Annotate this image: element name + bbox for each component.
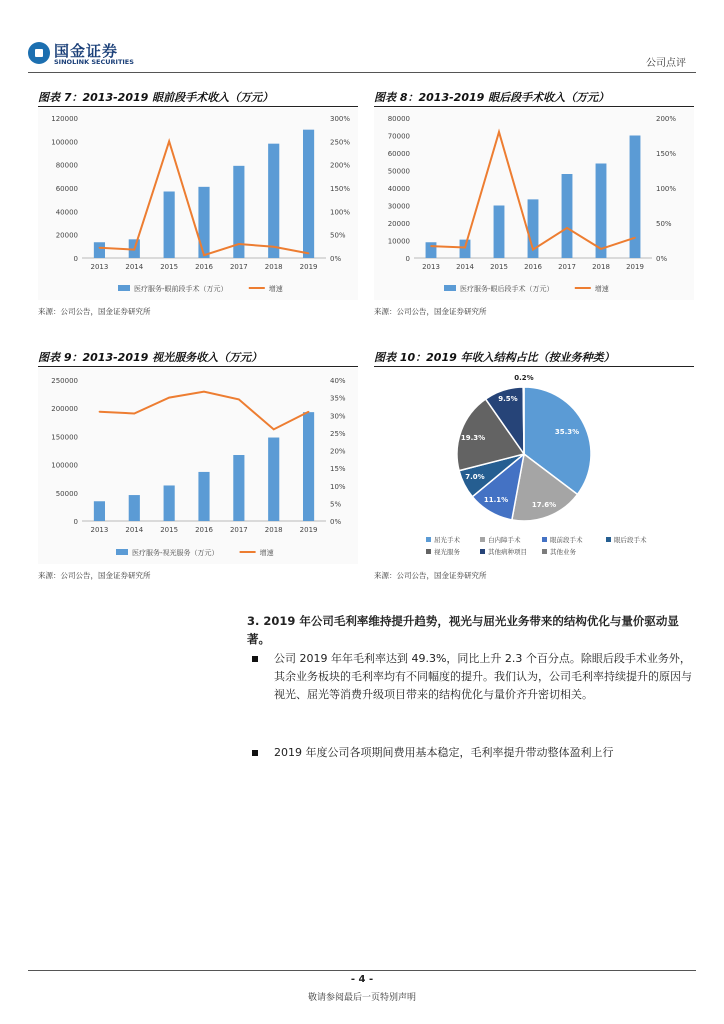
bullet-item: [252, 744, 696, 762]
line-point: [600, 248, 602, 250]
figure-9-source: 来源：公司公告，国金证券研究所: [38, 571, 151, 580]
y-tick-label: 0: [73, 518, 78, 526]
y2-tick-label: 200%: [330, 161, 351, 170]
x-tick-label: 2014: [456, 263, 474, 271]
figure-9-chart: [38, 368, 358, 564]
y2-tick-label: 15%: [330, 465, 346, 474]
y2-tick-label: 25%: [330, 429, 346, 438]
line-point: [430, 245, 432, 247]
line-point: [99, 247, 101, 249]
y2-tick-label: 0%: [330, 518, 342, 526]
pie-data-label: 0.2%: [514, 374, 534, 382]
pie-slice: [523, 387, 524, 454]
y-tick-label: 20000: [387, 220, 410, 228]
legend-bar-label: 医疗服务-眼后段手术（万元）: [460, 285, 554, 293]
pie-data-label: 9.5%: [498, 395, 518, 403]
legend-swatch: [480, 537, 485, 542]
y-tick-label: 200000: [51, 405, 78, 414]
y-tick-label: 60000: [55, 185, 78, 193]
y-tick-label: 30000: [387, 202, 410, 211]
y2-tick-label: 40%: [330, 377, 346, 385]
figure-9-svg: [38, 368, 358, 564]
figure-10-chart: [374, 368, 694, 564]
chart-bar: [494, 206, 505, 259]
y2-tick-label: 100%: [330, 208, 351, 217]
y2-tick-label: 20%: [330, 447, 346, 456]
y-tick-label: 120000: [51, 115, 78, 123]
chart-bar: [129, 495, 140, 521]
line-point: [464, 247, 466, 249]
line-point: [99, 411, 101, 413]
legend-label: 其他病种项目: [488, 548, 527, 556]
legend-label: 白内障手术: [488, 536, 521, 544]
line-point: [168, 141, 170, 143]
line-point: [273, 246, 275, 248]
y2-tick-label: 100%: [656, 185, 677, 193]
x-tick-label: 2013: [90, 526, 109, 534]
x-tick-label: 2019: [299, 263, 318, 271]
x-tick-label: 2017: [229, 526, 248, 534]
bullet-text: 2019 年度公司各项期间费用基本稳定，毛利率提升带动整体盈利上行: [274, 746, 614, 759]
bullet-item: [252, 650, 696, 704]
line-point: [203, 254, 205, 256]
legend-swatch: [426, 537, 431, 542]
figure-10-source: 来源：公司公告，国金证券研究所: [374, 571, 487, 580]
bullet-text: 公司 2019 年年毛利率达到 49.3%，同比上升 2.3 个百分点。除眼后段手术业务外，其余业务板块的毛利率均有不同幅度的提升。我们认为，公司毛利率持续提升的原因与视光、屈光等消费升级项目带来的结构优化与量价齐升密切相关。: [274, 652, 692, 701]
y-tick-label: 50000: [387, 167, 410, 176]
pie-data-label: 17.6%: [531, 501, 557, 509]
header-divider: [28, 72, 696, 73]
line-point: [203, 391, 205, 393]
y-tick-label: 50000: [55, 489, 78, 498]
chart-bar: [94, 242, 105, 258]
x-tick-label: 2019: [299, 526, 318, 534]
growth-line: [99, 392, 308, 430]
y2-tick-label: 200%: [656, 115, 677, 123]
legend-label: 眼后段手术: [614, 536, 647, 544]
chart-bar: [198, 472, 209, 521]
x-tick-label: 2013: [422, 263, 440, 271]
legend-bar-swatch: [444, 285, 456, 291]
y2-tick-label: 35%: [330, 394, 346, 403]
figure-7-title: 图表 7：2013-2019 眼前段手术收入（万元）: [38, 90, 358, 107]
legend-swatch: [480, 549, 485, 554]
x-tick-label: 2014: [125, 526, 144, 534]
x-tick-label: 2015: [490, 263, 508, 271]
x-tick-label: 2018: [264, 263, 283, 271]
y2-tick-label: 150%: [656, 150, 677, 158]
document-type: 公司点评: [646, 58, 686, 69]
page-number: - 4 -: [350, 974, 374, 985]
x-tick-label: 2017: [558, 263, 576, 271]
y-tick-label: 70000: [387, 132, 410, 141]
line-point: [308, 411, 310, 413]
y-tick-label: 0: [405, 255, 410, 263]
legend-bar-label: 医疗服务-眼前段手术（万元）: [134, 285, 228, 293]
line-point: [168, 397, 170, 399]
chart-bar: [460, 240, 471, 258]
company-logo-icon: [28, 42, 50, 64]
x-tick-label: 2015: [160, 263, 179, 271]
x-tick-label: 2013: [90, 263, 109, 271]
pie-data-label: 11.1%: [483, 496, 509, 504]
x-tick-label: 2018: [592, 263, 610, 271]
x-tick-label: 2015: [160, 526, 179, 534]
y-tick-label: 80000: [387, 115, 410, 123]
chart-bar: [303, 412, 314, 521]
chart-bar: [268, 144, 279, 258]
line-point: [634, 237, 636, 239]
y2-tick-label: 50%: [656, 220, 672, 228]
y-tick-label: 60000: [387, 150, 410, 158]
y2-tick-label: 250%: [330, 138, 351, 147]
x-tick-label: 2019: [626, 263, 644, 271]
chart-bar: [303, 130, 314, 258]
chart-bar: [164, 485, 175, 521]
y-tick-label: 250000: [51, 377, 78, 385]
legend-label: 视光服务: [434, 548, 460, 556]
legend-bar-swatch: [118, 285, 130, 291]
x-tick-label: 2016: [524, 263, 542, 271]
line-point: [532, 249, 534, 251]
y-tick-label: 40000: [387, 185, 410, 193]
y-tick-label: 150000: [51, 433, 78, 442]
legend-bar-swatch: [116, 549, 128, 555]
y-tick-label: 20000: [55, 231, 78, 240]
legend-line-label: 增速: [259, 549, 274, 557]
y2-tick-label: 0%: [656, 255, 668, 263]
line-point: [133, 413, 135, 415]
figure-7-svg: [38, 108, 358, 300]
line-point: [133, 249, 135, 251]
chart-bar: [268, 438, 279, 521]
line-point: [498, 131, 500, 133]
y2-tick-label: 150%: [330, 185, 351, 193]
line-point: [566, 227, 568, 229]
section-heading: 3. 2019 年公司毛利率维持提升趋势，视光与屈光业务带来的结构优化与量价驱动显著。: [247, 614, 679, 646]
chart-bar: [164, 192, 175, 259]
pie-data-label: 7.0%: [465, 473, 485, 481]
y2-tick-label: 0%: [330, 255, 342, 263]
x-tick-label: 2018: [264, 526, 283, 534]
line-point: [308, 253, 310, 255]
figure-10-svg: [374, 368, 694, 564]
figure-9-title: 图表 9：2013-2019 视光服务收入（万元）: [38, 350, 358, 367]
x-tick-label: 2016: [195, 526, 213, 534]
logo-text-cn: 国金证券: [54, 42, 119, 60]
chart-bar: [94, 501, 105, 521]
legend-swatch: [606, 537, 611, 542]
pie-data-label: 35.3%: [554, 428, 580, 436]
y-tick-label: 80000: [55, 161, 78, 170]
chart-bar: [596, 164, 607, 259]
bullet-square-icon: [252, 656, 258, 662]
legend-swatch: [426, 549, 431, 554]
legend-swatch: [542, 537, 547, 542]
figure-10-title: 图表 10：2019 年收入结构占比（按业务种类）: [374, 350, 694, 367]
figure-8-svg: [374, 108, 694, 300]
footer-divider: [28, 970, 696, 971]
chart-bar: [562, 174, 573, 258]
figure-7-source: 来源：公司公告，国金证券研究所: [38, 307, 151, 316]
footer-disclaimer: 敬请参阅最后一页特别声明: [307, 993, 416, 1003]
legend-bar-label: 医疗服务-视光服务（万元）: [132, 549, 219, 557]
figure-8-title: 图表 8：2013-2019 眼后段手术收入（万元）: [374, 90, 694, 107]
legend-line-label: 增速: [268, 285, 283, 293]
x-tick-label: 2016: [195, 263, 213, 271]
legend-label: 眼前段手术: [550, 536, 583, 544]
line-point: [238, 399, 240, 401]
x-tick-label: 2017: [229, 263, 248, 271]
y-tick-label: 100000: [51, 138, 78, 147]
logo-text-en: SINOLINK SECURITIES: [54, 58, 134, 66]
line-point: [238, 243, 240, 245]
line-point: [273, 429, 275, 431]
legend-label: 其他业务: [550, 548, 576, 556]
y-tick-label: 0: [73, 255, 78, 263]
figure-8-source: 来源：公司公告，国金证券研究所: [374, 307, 487, 316]
y2-tick-label: 30%: [330, 412, 346, 421]
chart-bar: [426, 242, 437, 258]
x-tick-label: 2014: [125, 263, 144, 271]
y-tick-label: 40000: [55, 208, 78, 217]
legend-line-label: 增速: [594, 285, 609, 293]
pie-data-label: 19.3%: [460, 434, 486, 442]
y2-tick-label: 5%: [330, 500, 342, 509]
legend-swatch: [542, 549, 547, 554]
figure-8-chart: [374, 108, 694, 300]
y2-tick-label: 10%: [330, 482, 346, 491]
y-tick-label: 100000: [51, 461, 78, 470]
chart-bar: [233, 455, 244, 521]
y-tick-label: 10000: [387, 237, 410, 246]
y2-tick-label: 50%: [330, 231, 346, 240]
figure-7-chart: [38, 108, 358, 300]
bullet-square-icon: [252, 750, 258, 756]
legend-label: 屈光手术: [434, 536, 460, 544]
y2-tick-label: 300%: [330, 115, 351, 123]
chart-bar: [198, 187, 209, 258]
